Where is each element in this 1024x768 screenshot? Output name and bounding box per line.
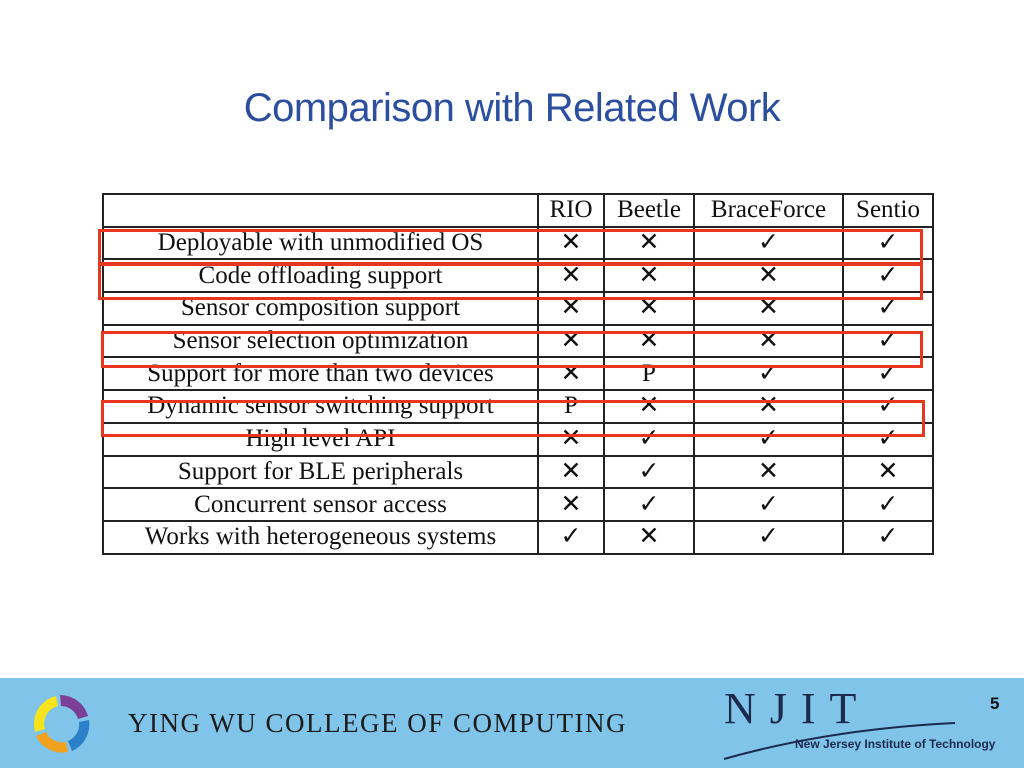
table-header-row (103, 194, 933, 227)
feature-cell: Deployable with unmodified OS (103, 227, 538, 260)
value-cell: ✓ (694, 423, 843, 456)
value-cell: ✕ (604, 521, 694, 554)
value-cell: ✕ (538, 488, 604, 521)
value-cell: ✓ (694, 227, 843, 260)
value-cell: ✓ (843, 390, 933, 423)
feature-cell: High level API (103, 423, 538, 456)
njit-logo-icon (720, 683, 990, 763)
column-header-braceforce: BraceForce (694, 194, 843, 227)
value-cell: ✕ (538, 227, 604, 260)
value-cell: ✕ (538, 292, 604, 325)
value-cell: ✓ (604, 488, 694, 521)
value-cell: ✕ (604, 292, 694, 325)
value-cell: ✕ (694, 456, 843, 489)
value-cell: ✕ (694, 390, 843, 423)
column-header-beetle: Beetle (604, 194, 694, 227)
value-cell: ✕ (538, 325, 604, 358)
value-cell: ✕ (694, 259, 843, 292)
feature-cell: Works with heterogeneous systems (103, 521, 538, 554)
column-header-rio: RIO (538, 194, 604, 227)
table-row (103, 456, 933, 489)
svg-text:NJIT: NJIT (724, 684, 871, 733)
value-cell: ✕ (604, 325, 694, 358)
slide-title: Comparison with Related Work (243, 86, 781, 130)
feature-cell: Concurrent sensor access (103, 488, 538, 521)
feature-cell: Sensor selection optimization (103, 325, 538, 358)
value-cell: ✓ (843, 259, 933, 292)
highlight-box-code-offloading (98, 263, 923, 300)
value-cell: ✓ (843, 292, 933, 325)
college-logo-icon (22, 692, 102, 756)
column-header-sentio: Sentio (843, 194, 933, 227)
feature-cell: Sensor composition support (103, 292, 538, 325)
highlight-box-deployable (98, 229, 923, 265)
value-cell: ✕ (538, 259, 604, 292)
value-cell: ✓ (843, 357, 933, 390)
value-cell: ✓ (694, 357, 843, 390)
value-cell: ✕ (604, 227, 694, 260)
value-cell: ✓ (843, 227, 933, 260)
page-number: 5 (990, 694, 1000, 713)
value-cell: ✓ (694, 488, 843, 521)
value-cell: ✓ (843, 488, 933, 521)
value-cell: P (604, 357, 694, 390)
table-row (103, 521, 933, 554)
value-cell: ✕ (538, 423, 604, 456)
table-row (103, 488, 933, 521)
value-cell: ✕ (604, 390, 694, 423)
value-cell: ✓ (694, 521, 843, 554)
value-cell: P (538, 390, 604, 423)
university-name: New Jersey Institute of Technology (795, 737, 996, 751)
value-cell: ✓ (843, 521, 933, 554)
value-cell: ✓ (843, 325, 933, 358)
value-cell: ✕ (538, 456, 604, 489)
highlight-box-dynamic-switching (101, 400, 925, 437)
highlight-box-sensor-selection (101, 331, 923, 368)
college-name: YING WU COLLEGE OF COMPUTING (128, 708, 627, 738)
feature-cell: Code offloading support (103, 259, 538, 292)
value-cell: ✓ (843, 423, 933, 456)
feature-cell: Dynamic sensor switching support (103, 390, 538, 423)
feature-cell: Support for more than two devices (103, 357, 538, 390)
value-cell: ✕ (538, 357, 604, 390)
value-cell: ✕ (694, 292, 843, 325)
value-cell: ✓ (604, 423, 694, 456)
feature-cell: Support for BLE peripherals (103, 456, 538, 489)
value-cell: ✕ (604, 259, 694, 292)
value-cell: ✓ (538, 521, 604, 554)
value-cell: ✕ (694, 325, 843, 358)
value-cell: ✕ (843, 456, 933, 489)
header-blank-cell (103, 194, 538, 227)
value-cell: ✓ (604, 456, 694, 489)
